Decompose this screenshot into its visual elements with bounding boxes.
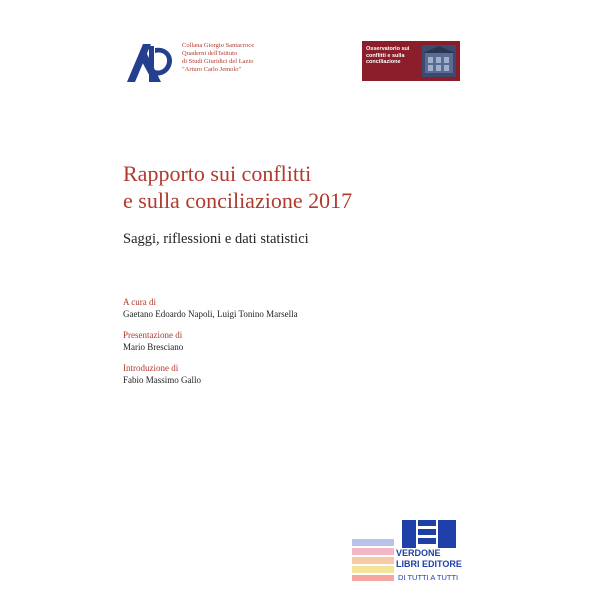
- title-line: e sulla conciliazione 2017: [123, 188, 353, 213]
- thumbnail-line: conflitti e sulla: [366, 52, 405, 59]
- series-line: di Studi Giuridici del Lazio: [182, 58, 254, 65]
- title-line: Rapporto sui conflitti: [123, 161, 312, 186]
- publisher-name-line: VERDONE: [396, 548, 441, 558]
- credit-role: A cura di: [123, 297, 156, 307]
- series-logo-icon: [125, 40, 177, 84]
- credit-name: Gaetano Edoardo Napoli, Luigi Tonino Marsella: [123, 309, 298, 319]
- series-line: Collana Giorgio Santacroce: [182, 42, 255, 49]
- credit-presentation: [123, 329, 483, 353]
- credits: [123, 296, 483, 395]
- publisher-tagline: DI TUTTI A TUTTI: [398, 573, 459, 582]
- credit-name: Mario Bresciano: [123, 342, 184, 352]
- thumbnail-line: conciliazione: [366, 59, 401, 65]
- credit-role: Introduzione di: [123, 363, 179, 373]
- series-info: [182, 42, 302, 74]
- book-title: [123, 160, 483, 214]
- credit-name: Fabio Massimo Gallo: [123, 375, 201, 385]
- book-stripes-icon: [352, 539, 394, 581]
- observatory-thumbnail: [362, 41, 460, 81]
- thumbnail-line: Osservatorio sui: [366, 46, 410, 52]
- book-subtitle: Saggi, riflessioni e dati statistici: [123, 231, 309, 247]
- credit-editors: [123, 296, 483, 320]
- publisher-logo: [352, 515, 462, 585]
- series-line: "Arturo Carlo Jemolo": [182, 66, 242, 73]
- thumbnail-caption: [366, 46, 422, 66]
- credit-introduction: [123, 362, 483, 386]
- publisher-name-line: LIBRI EDITORE: [396, 559, 462, 569]
- series-line: Quaderni dell'Istituto: [182, 50, 238, 57]
- publisher-name: [396, 548, 462, 570]
- building-photo-icon: [422, 45, 456, 77]
- credit-role: Presentazione di: [123, 330, 183, 340]
